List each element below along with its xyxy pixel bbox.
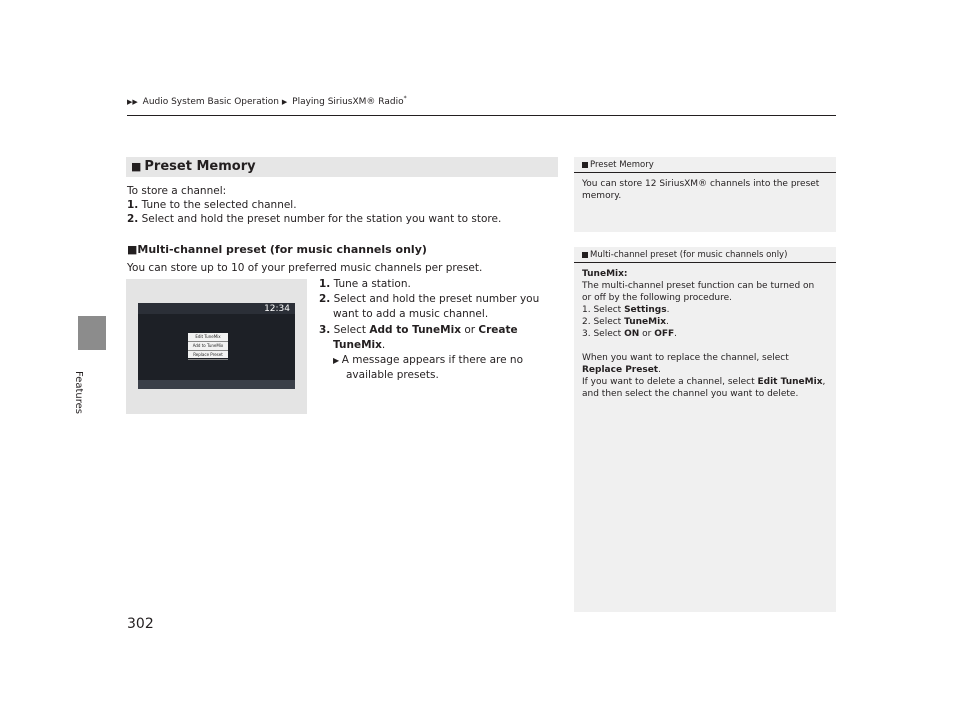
tunemix-menu bbox=[188, 333, 228, 358]
square-bullet-icon: ■ bbox=[127, 243, 138, 256]
note-title: Preset Memory bbox=[574, 157, 836, 173]
section-intro: To store a channel: bbox=[127, 185, 227, 197]
square-bullet-icon: ■ bbox=[131, 160, 142, 173]
note-marker-icon bbox=[582, 162, 588, 168]
subsection-title: ■Multi-channel preset (for music channels only) bbox=[127, 243, 427, 256]
section-title-text: Preset Memory bbox=[144, 159, 256, 174]
breadcrumb-arrow-icon: ▶ bbox=[281, 98, 288, 106]
sub-step-2: 2. Select and hold the preset number you bbox=[319, 293, 540, 305]
menu-add-to-tunemix[interactable]: Add to TuneMix bbox=[188, 342, 228, 351]
step-2: 2. Select and hold the preset number for the station you want to store. bbox=[127, 213, 502, 225]
sub-step-3-cont: TuneMix. bbox=[333, 339, 386, 351]
side-tab-marker bbox=[78, 316, 106, 350]
sub-step-result: ▶ A message appears if there are no bbox=[333, 354, 523, 366]
note-marker-icon bbox=[582, 252, 588, 258]
sub-step-result-cont: available presets. bbox=[346, 369, 439, 381]
menu-edit-tunemix[interactable]: Edit TuneMix bbox=[188, 333, 228, 342]
audio-screen bbox=[138, 303, 295, 389]
sub-step-3: 3. Select Add to TuneMix or Create bbox=[319, 324, 518, 336]
breadcrumb-arrow-icon: ▶▶ bbox=[127, 98, 138, 106]
sub-step-1: 1. Tune a station. bbox=[319, 278, 411, 290]
screen-illustration bbox=[126, 279, 307, 414]
menu-replace-preset[interactable]: Replace Preset bbox=[188, 351, 228, 360]
side-note-multichannel bbox=[574, 247, 836, 612]
breadcrumb-part2[interactable]: Playing SiriusXM® Radio bbox=[292, 97, 404, 107]
side-note-preset-memory bbox=[574, 157, 836, 232]
header-rule bbox=[127, 115, 836, 116]
note-title: Multi-channel preset (for music channels only) bbox=[574, 247, 836, 263]
section-title bbox=[126, 157, 558, 177]
page-number: 302 bbox=[127, 616, 154, 632]
side-tab-label: Features bbox=[73, 371, 84, 414]
result-arrow-icon: ▶ bbox=[333, 356, 342, 365]
sub-step-2-cont: want to add a music channel. bbox=[333, 308, 489, 320]
screen-clock: 12:34 bbox=[264, 304, 290, 314]
screen-bottombar bbox=[138, 380, 295, 389]
breadcrumb bbox=[127, 95, 407, 107]
note-body: TuneMix: The multi-channel preset function can be turned on or off by the following procedure. 1. Select Settings. 2. Select TuneMix. 3. Select ON or OFF. When you want to replace the channel, select Replace Preset. If you want to delete a channel, select Edit TuneMix, and then select the channel you want to delete. bbox=[582, 269, 826, 399]
subsection-intro: You can store up to 10 of your preferred music channels per preset. bbox=[127, 262, 483, 274]
step-1: 1. Tune to the selected channel. bbox=[127, 199, 297, 211]
breadcrumb-mark: * bbox=[403, 95, 407, 102]
breadcrumb-part1[interactable]: Audio System Basic Operation bbox=[142, 97, 279, 107]
note-body: You can store 12 SiriusXM® channels into the preset memory. bbox=[582, 179, 820, 201]
